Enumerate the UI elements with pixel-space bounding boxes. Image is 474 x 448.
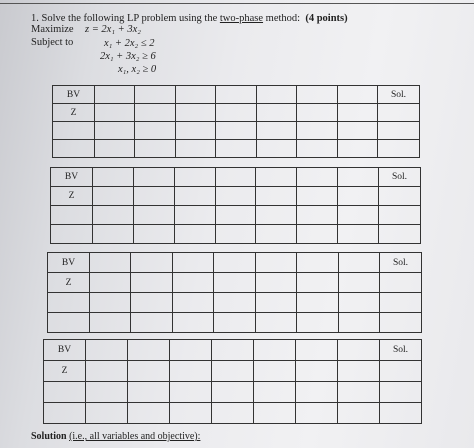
tableau-cell (174, 187, 215, 206)
tableau-row (48, 313, 422, 333)
tableau-cell (174, 206, 215, 225)
tableau-cell (296, 361, 338, 382)
tableau-cell (297, 140, 337, 158)
tableau-1 (52, 85, 420, 158)
tableau-row (53, 86, 420, 104)
tableau-cell (90, 273, 131, 293)
tableau-cell (86, 403, 128, 424)
bv-header: BV (51, 168, 93, 187)
tableau-cell (337, 122, 377, 140)
tableau-cell (215, 187, 256, 206)
tableau-cell (338, 293, 379, 313)
tableau-cell (380, 403, 422, 424)
tableau-row (53, 122, 420, 140)
bv-header: BV (44, 340, 86, 361)
tableau-cell (380, 361, 422, 382)
tableau-row (48, 293, 422, 313)
tableau-cell (256, 140, 296, 158)
tableau-cell (212, 361, 254, 382)
tableau-cell (170, 361, 212, 382)
tableau-cell (338, 187, 379, 206)
title-prefix: Solve the following LP problem using the (41, 13, 218, 24)
tableau-cell (256, 104, 296, 122)
tableau-cell (254, 382, 296, 403)
tableau-cell (296, 340, 338, 361)
tableau-cell (131, 313, 172, 333)
tableau-cell (212, 382, 254, 403)
tableau-cell (53, 122, 95, 140)
tableau-cell (296, 382, 338, 403)
tableau-cell (212, 340, 254, 361)
tableau-cell (133, 168, 174, 187)
tableau-cell (128, 382, 170, 403)
tableau-cell (256, 122, 296, 140)
tableau-row (51, 206, 421, 225)
tableau-cell (51, 225, 93, 244)
tableau-cell (297, 86, 337, 104)
tableau-cell (379, 187, 421, 206)
tableau-cell (255, 253, 296, 273)
tableau-cell (86, 340, 128, 361)
z-row-label: Z (51, 187, 93, 206)
tableau-cell (378, 122, 420, 140)
tableau-cell (135, 122, 175, 140)
tableau-cell (128, 361, 170, 382)
tableau-cell (53, 140, 95, 158)
title-method: two-phase (219, 13, 264, 24)
tableau-cell (215, 168, 256, 187)
tableau-cell (128, 340, 170, 361)
tableau-2 (50, 167, 421, 244)
tableau-cell (337, 140, 377, 158)
tableau-cell (297, 293, 338, 313)
tableau-cell (128, 403, 170, 424)
tableau-cell (212, 403, 254, 424)
tableau-cell (135, 104, 175, 122)
tableau-cell (95, 122, 135, 140)
tableau-cell (256, 168, 297, 187)
tableau-cell (175, 122, 215, 140)
problem-number: 1. (31, 13, 39, 24)
tableau-cell (297, 253, 338, 273)
tableau-cell (131, 253, 172, 273)
tableau-cell (378, 140, 420, 158)
tableau-cell (338, 225, 379, 244)
solution-note: (i.e., all variables and objective): (69, 431, 201, 442)
tableau-cell (380, 382, 422, 403)
points: (4 points) (305, 13, 348, 24)
tableau-cell (338, 382, 380, 403)
tableau-cell (338, 253, 379, 273)
tableau-cell (86, 382, 128, 403)
tableau-cell (135, 86, 175, 104)
tableau-cell (216, 104, 256, 122)
z-row-label: Z (48, 273, 90, 293)
tableau-row (51, 168, 421, 187)
title-suffix: method: (265, 13, 301, 24)
tableau-cell (297, 104, 337, 122)
tableau-cell (255, 313, 296, 333)
tableau-cell (133, 225, 174, 244)
constraint-nonneg: x₁, x₂ ≥ 0 (118, 64, 157, 75)
tableau-cell (256, 206, 297, 225)
tableau-cell (172, 273, 213, 293)
tableau-cell (214, 273, 255, 293)
tableau-4 (43, 339, 422, 424)
tableau-cell (296, 403, 338, 424)
tableau-cell (95, 86, 135, 104)
tableau-cell (93, 206, 134, 225)
tableau-cell (380, 273, 422, 293)
tableau-cell (338, 313, 379, 333)
bv-header: BV (48, 253, 90, 273)
tableau-cell (380, 313, 422, 333)
tableau-cell (214, 293, 255, 313)
tableau-cell (93, 225, 134, 244)
bv-header: BV (53, 86, 95, 104)
tableau-cell (175, 104, 215, 122)
tableau-cell (174, 225, 215, 244)
tableau-cell (90, 293, 131, 313)
tableau-cell (93, 187, 134, 206)
tableau-cell (297, 187, 338, 206)
tableau-cell (297, 168, 338, 187)
tableau-cell (297, 273, 338, 293)
tableau-row (48, 273, 422, 293)
sol-header: Sol. (378, 86, 420, 104)
tableau-cell (254, 340, 296, 361)
tableau-cell (170, 403, 212, 424)
tableau-cell (338, 168, 379, 187)
tableau-cell (254, 361, 296, 382)
tableau-cell (337, 86, 377, 104)
tableau-row (44, 361, 422, 382)
z-row-label: Z (44, 361, 86, 382)
solution-label: Solution (31, 431, 67, 442)
tableau-cell (297, 206, 338, 225)
z-row-label: Z (53, 104, 95, 122)
tableau-cell (95, 104, 135, 122)
sol-header: Sol. (380, 253, 422, 273)
tableau-cell (338, 403, 380, 424)
tableau-cell (216, 122, 256, 140)
problem-title (31, 12, 348, 25)
tableau-cell (254, 403, 296, 424)
tableau-cell (216, 86, 256, 104)
tableau-cell (256, 225, 297, 244)
tableau-cell (255, 293, 296, 313)
tableau-cell (297, 122, 337, 140)
objective-function: z = 2x₁ + 3x₂ (85, 24, 141, 35)
tableau-cell (44, 382, 86, 403)
tableau-row (48, 253, 422, 273)
tableau-cell (172, 313, 213, 333)
tableau-cell (215, 206, 256, 225)
tableau-cell (170, 382, 212, 403)
tableau-cell (338, 273, 379, 293)
solution-line (31, 431, 200, 442)
tableau-cell (90, 253, 131, 273)
tableau-cell (93, 168, 134, 187)
tableau-row (51, 225, 421, 244)
tableau-cell (256, 86, 296, 104)
tableau-cell (216, 140, 256, 158)
tableau-cell (86, 361, 128, 382)
tableau-row (51, 187, 421, 206)
tableau-cell (338, 206, 379, 225)
tableau-cell (214, 253, 255, 273)
tableau-cell (338, 361, 380, 382)
tableau-cell (133, 187, 174, 206)
tableau-row (44, 382, 422, 403)
tableau-cell (378, 104, 420, 122)
maximize-label: Maximize (31, 24, 74, 35)
tableau-cell (90, 313, 131, 333)
top-rule (0, 3, 474, 4)
tableau-cell (297, 225, 338, 244)
tableau-cell (380, 293, 422, 313)
subject-to-label: Subject to (31, 37, 74, 48)
tableau-cell (175, 86, 215, 104)
tableau-row (44, 340, 422, 361)
tableau-cell (131, 293, 172, 313)
constraint-2: 2x₁ + 3x₂ ≥ 6 (100, 51, 156, 62)
tableau-cell (44, 403, 86, 424)
constraint-1: x₁ + 2x₂ ≤ 2 (104, 38, 155, 49)
tableau-cell (214, 313, 255, 333)
tableau-cell (95, 140, 135, 158)
tableau-cell (379, 206, 421, 225)
tableau-cell (172, 293, 213, 313)
tableau-row (44, 403, 422, 424)
tableau-cell (51, 206, 93, 225)
tableau-cell (131, 273, 172, 293)
tableau-cell (337, 104, 377, 122)
tableau-cell (48, 293, 90, 313)
tableau-cell (170, 340, 212, 361)
tableau-cell (255, 273, 296, 293)
tableau-cell (297, 313, 338, 333)
tableau-row (53, 140, 420, 158)
tableau-cell (379, 225, 421, 244)
tableau-cell (48, 313, 90, 333)
tableau-3 (47, 252, 422, 333)
tableau-row (53, 104, 420, 122)
tableau-cell (174, 168, 215, 187)
tableau-cell (175, 140, 215, 158)
tableau-cell (256, 187, 297, 206)
tableau-cell (338, 340, 380, 361)
tableau-cell (133, 206, 174, 225)
sol-header: Sol. (380, 340, 422, 361)
sol-header: Sol. (379, 168, 421, 187)
tableau-cell (172, 253, 213, 273)
tableau-cell (215, 225, 256, 244)
tableau-cell (135, 140, 175, 158)
